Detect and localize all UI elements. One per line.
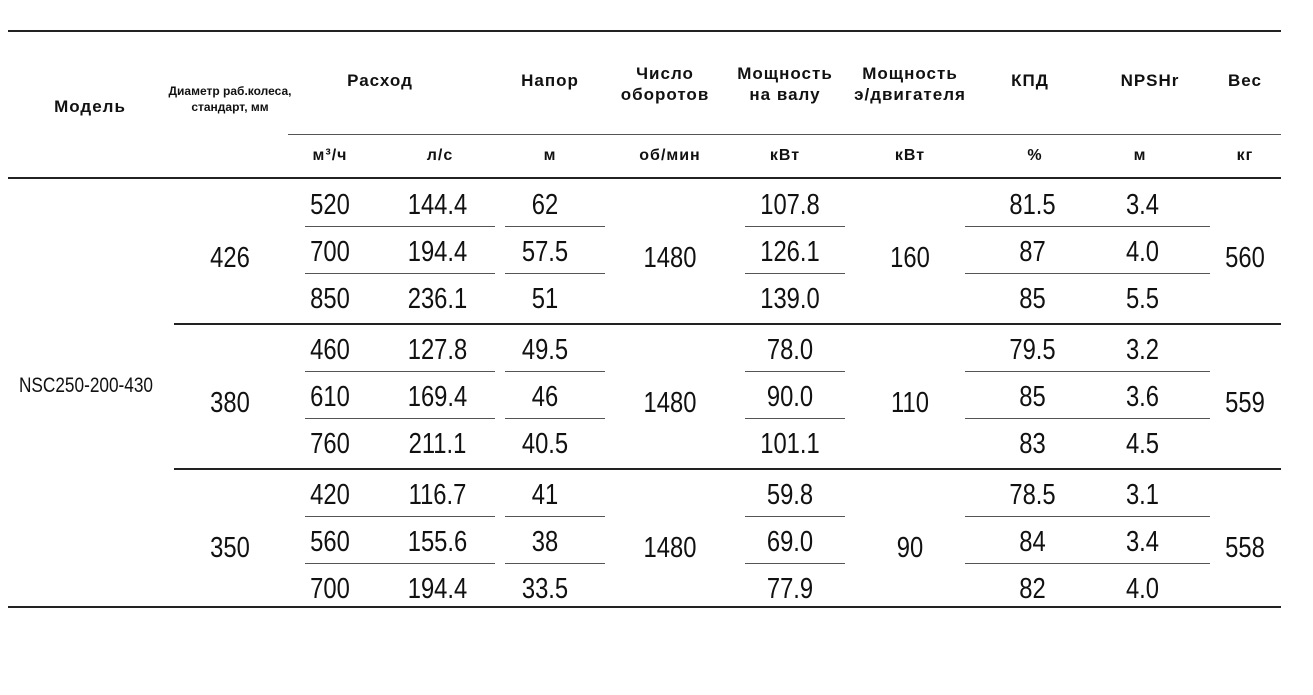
cell-flow-ls: 155.6	[407, 526, 468, 558]
cell-flow-m3h: 460	[310, 334, 350, 366]
cell-head: 57.5	[521, 236, 569, 268]
cell-npshr: 4.5	[1125, 428, 1160, 460]
cell-weight: 560	[1225, 241, 1265, 274]
cell-npshr: 3.1	[1125, 479, 1160, 511]
cell-shaft-power: 101.1	[760, 428, 820, 460]
cell-head: 51	[531, 283, 559, 315]
cell-efficiency: 85	[1019, 283, 1046, 315]
cell-motor-power: 90	[896, 531, 924, 564]
cell-npshr: 3.4	[1125, 526, 1160, 558]
unit-weight: кг	[1236, 147, 1254, 164]
row-separator	[965, 418, 1210, 419]
header-shaft-power-line1: Мощность	[737, 64, 833, 83]
cell-head: 41	[531, 479, 559, 511]
header-npshr: NPSHr	[1120, 71, 1180, 90]
cell-head: 33.5	[521, 573, 569, 605]
row-separator	[305, 418, 495, 419]
cell-efficiency: 87	[1019, 236, 1046, 268]
cell-diameter: 350	[210, 531, 250, 564]
cell-flow-m3h: 420	[310, 479, 350, 511]
row-separator	[305, 273, 495, 274]
cell-rpm: 1480	[643, 386, 697, 419]
cell-flow-ls: 236.1	[407, 283, 468, 315]
cell-flow-m3h: 610	[310, 381, 350, 413]
row-separator	[305, 226, 495, 227]
cell-npshr: 4.0	[1125, 573, 1160, 605]
header-flow: Расход	[347, 71, 413, 90]
cell-flow-ls: 211.1	[408, 428, 467, 460]
unit-flow-m3h: м³/ч	[312, 147, 348, 164]
header-motor-power-line1: Мощность	[862, 64, 958, 83]
cell-head: 62	[531, 189, 559, 221]
cell-flow-m3h: 700	[310, 236, 350, 268]
row-separator	[745, 273, 845, 274]
row-separator	[305, 563, 495, 564]
cell-flow-m3h: 850	[310, 283, 350, 315]
unit-flow-ls: л/с	[426, 147, 454, 164]
cell-npshr: 5.5	[1125, 283, 1160, 315]
cell-npshr: 3.2	[1125, 334, 1160, 366]
unit-npshr: м	[1133, 147, 1147, 164]
cell-shaft-power: 126.1	[760, 236, 820, 268]
row-separator	[505, 273, 605, 274]
cell-npshr: 3.4	[1125, 189, 1160, 221]
cell-efficiency: 78.5	[1009, 479, 1056, 511]
row-separator	[505, 516, 605, 517]
row-separator	[505, 226, 605, 227]
cell-motor-power: 110	[891, 386, 929, 419]
cell-motor-power: 160	[890, 241, 930, 274]
cell-shaft-power: 139.0	[760, 283, 820, 315]
row-separator	[305, 371, 495, 372]
cell-flow-ls: 144.4	[407, 189, 468, 221]
row-separator	[505, 371, 605, 372]
cell-rpm: 1480	[643, 531, 697, 564]
row-separator	[745, 226, 845, 227]
row-separator	[745, 371, 845, 372]
cell-efficiency: 85	[1019, 381, 1046, 413]
cell-npshr: 3.6	[1125, 381, 1160, 413]
cell-diameter: 426	[210, 241, 250, 274]
cell-flow-m3h: 520	[310, 189, 350, 221]
cell-npshr: 4.0	[1125, 236, 1160, 268]
cell-flow-m3h: 760	[310, 428, 350, 460]
units-rule	[288, 134, 1281, 135]
cell-flow-ls: 169.4	[407, 381, 468, 413]
header-shaft-power-line2: на валу	[749, 85, 821, 104]
cell-diameter: 380	[210, 386, 250, 419]
header-rpm-line1: Число	[636, 64, 694, 83]
cell-rpm: 1480	[643, 241, 697, 274]
table-top-rule	[8, 30, 1281, 32]
row-separator	[745, 418, 845, 419]
cell-efficiency: 84	[1019, 526, 1046, 558]
unit-rpm: об/мин	[639, 147, 701, 164]
cell-flow-ls: 194.4	[407, 573, 468, 605]
group-separator	[174, 323, 1281, 325]
cell-efficiency: 83	[1019, 428, 1046, 460]
header-bottom-rule	[8, 177, 1281, 179]
row-separator	[505, 563, 605, 564]
cell-weight: 559	[1225, 386, 1265, 419]
header-head: Напор	[521, 71, 579, 90]
header-rpm-line2: оборотов	[620, 85, 710, 104]
cell-flow-ls: 116.7	[408, 479, 467, 511]
cell-head: 40.5	[521, 428, 569, 460]
unit-efficiency: %	[1027, 147, 1043, 164]
cell-shaft-power: 59.8	[766, 479, 814, 511]
header-weight: Вес	[1228, 71, 1262, 90]
row-separator	[745, 516, 845, 517]
unit-motor-power: кВт	[894, 147, 926, 164]
cell-head: 49.5	[521, 334, 569, 366]
unit-shaft-power: кВт	[769, 147, 801, 164]
cell-shaft-power: 107.8	[760, 189, 820, 221]
cell-flow-m3h: 560	[310, 526, 350, 558]
row-separator	[305, 516, 495, 517]
cell-shaft-power: 77.9	[766, 573, 814, 605]
table-bottom-rule	[8, 606, 1281, 608]
row-separator	[745, 563, 845, 564]
row-separator	[505, 418, 605, 419]
row-separator	[965, 371, 1210, 372]
header-model: Модель	[54, 97, 126, 116]
model-name: NSC250-200-430	[18, 374, 154, 397]
group-separator	[174, 468, 1281, 470]
header-diameter-line2: стандарт, мм	[191, 100, 269, 114]
header-efficiency: КПД	[1011, 71, 1049, 90]
unit-head: м	[543, 147, 557, 164]
cell-efficiency: 82	[1019, 573, 1046, 605]
cell-head: 38	[531, 526, 559, 558]
cell-flow-ls: 194.4	[407, 236, 468, 268]
row-separator	[965, 516, 1210, 517]
row-separator	[965, 273, 1210, 274]
cell-shaft-power: 78.0	[766, 334, 814, 366]
cell-efficiency: 81.5	[1009, 189, 1056, 221]
row-separator	[965, 226, 1210, 227]
cell-flow-ls: 127.8	[407, 334, 468, 366]
cell-head: 46	[531, 381, 559, 413]
cell-shaft-power: 90.0	[766, 381, 814, 413]
cell-flow-m3h: 700	[310, 573, 350, 605]
cell-efficiency: 79.5	[1009, 334, 1056, 366]
cell-weight: 558	[1225, 531, 1265, 564]
header-diameter-line1: Диаметр раб.колеса,	[168, 84, 292, 98]
row-separator	[965, 563, 1210, 564]
cell-shaft-power: 69.0	[766, 526, 814, 558]
header-motor-power-line2: э/двигателя	[854, 85, 966, 104]
